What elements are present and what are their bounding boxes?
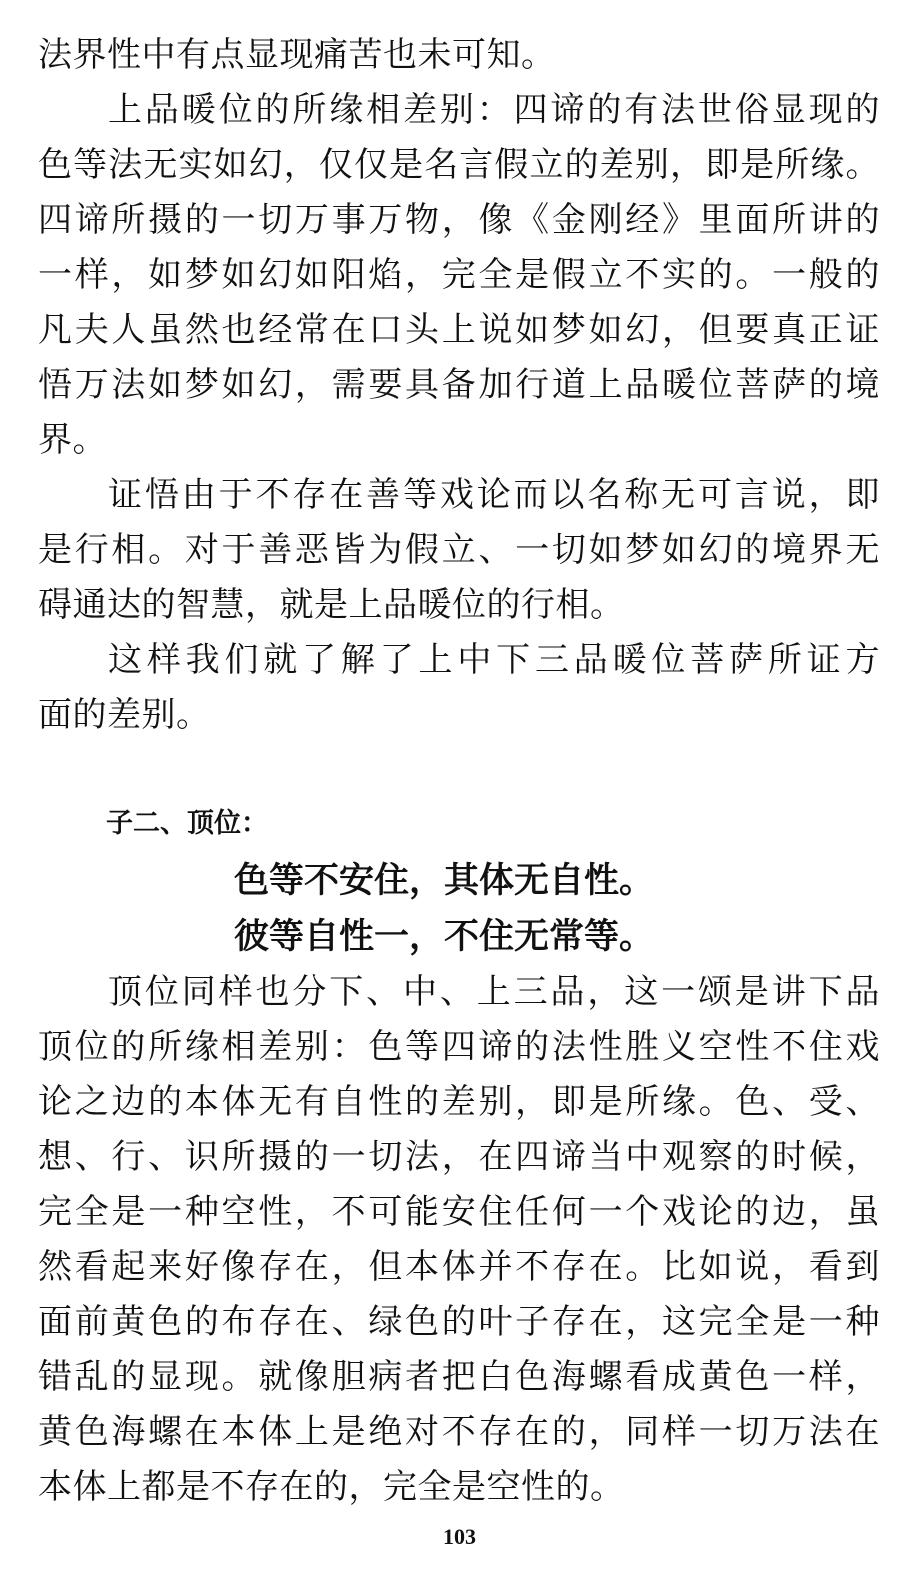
paragraph xyxy=(38,83,880,468)
text-line: 界。 xyxy=(38,420,107,460)
text-line: 完全是一种空性，不可能安住任何一个戏论的边，虽 xyxy=(38,1192,880,1232)
text-line: 本体上都是不存在的，完全是空性的。 xyxy=(38,1467,625,1507)
text-line: 然看起来好像存在，但本体并不存在。比如说，看到 xyxy=(38,1247,880,1287)
text-line: 顶位的所缘相差别：色等四谛的法性胜义空性不住戏 xyxy=(38,1027,880,1067)
page-number: 103 xyxy=(443,1524,476,1549)
text-line: 论之边的本体无有自性的差别，即是所缘。色、受、 xyxy=(38,1082,880,1122)
verse-line: 色等不安住，其体无自性。 xyxy=(234,861,655,901)
text-line: 色等法无实如幻，仅仅是名言假立的差别，即是所缘。 xyxy=(38,145,880,185)
text-line: 证悟由于不存在善等戏论而以名称无可言说，即 xyxy=(108,475,880,515)
body-text-top xyxy=(38,28,880,743)
text-line: 错乱的显现。就像胆病者把白色海螺看成黄色一样， xyxy=(38,1357,880,1397)
text-line: 碍通达的智慧，就是上品暖位的行相。 xyxy=(38,585,625,625)
verse-line: 彼等自性一，不住无常等。 xyxy=(234,917,655,957)
page-body xyxy=(38,28,880,1515)
text-line: 四谛所摄的一切万事万物，像《金刚经》里面所讲的 xyxy=(38,200,880,240)
section-heading: 子二、顶位： xyxy=(106,808,268,839)
body-text-bottom xyxy=(38,965,880,1515)
section-spacer xyxy=(38,743,880,795)
paragraph xyxy=(38,28,880,83)
text-line: 想、行、识所摄的一切法，在四谛当中观察的时候， xyxy=(38,1137,880,1177)
text-line: 面前黄色的布存在、绿色的叶子存在，这完全是一种 xyxy=(38,1302,880,1342)
text-line: 是行相。对于善恶皆为假立、一切如梦如幻的境界无 xyxy=(38,530,880,570)
text-line: 上品暖位的所缘相差别：四谛的有法世俗显现的 xyxy=(108,90,880,130)
text-line: 凡夫人虽然也经常在口头上说如梦如幻，但要真正证 xyxy=(38,310,880,350)
text-line: 面的差别。 xyxy=(38,695,211,735)
verse-block xyxy=(38,853,880,965)
text-line: 一样，如梦如幻如阳焰，完全是假立不实的。一般的 xyxy=(38,255,880,295)
text-line: 黄色海螺在本体上是绝对不存在的，同样一切万法在 xyxy=(38,1412,880,1452)
text-line: 顶位同样也分下、中、上三品，这一颂是讲下品 xyxy=(108,972,880,1012)
text-line: 这样我们就了解了上中下三品暖位菩萨所证方 xyxy=(108,640,880,680)
paragraph xyxy=(38,633,880,743)
paragraph xyxy=(38,965,880,1515)
paragraph xyxy=(38,468,880,633)
text-line: 法界性中有点显现痛苦也未可知。 xyxy=(38,35,556,75)
text-line: 悟万法如梦如幻，需要具备加行道上品暖位菩萨的境 xyxy=(38,365,880,405)
